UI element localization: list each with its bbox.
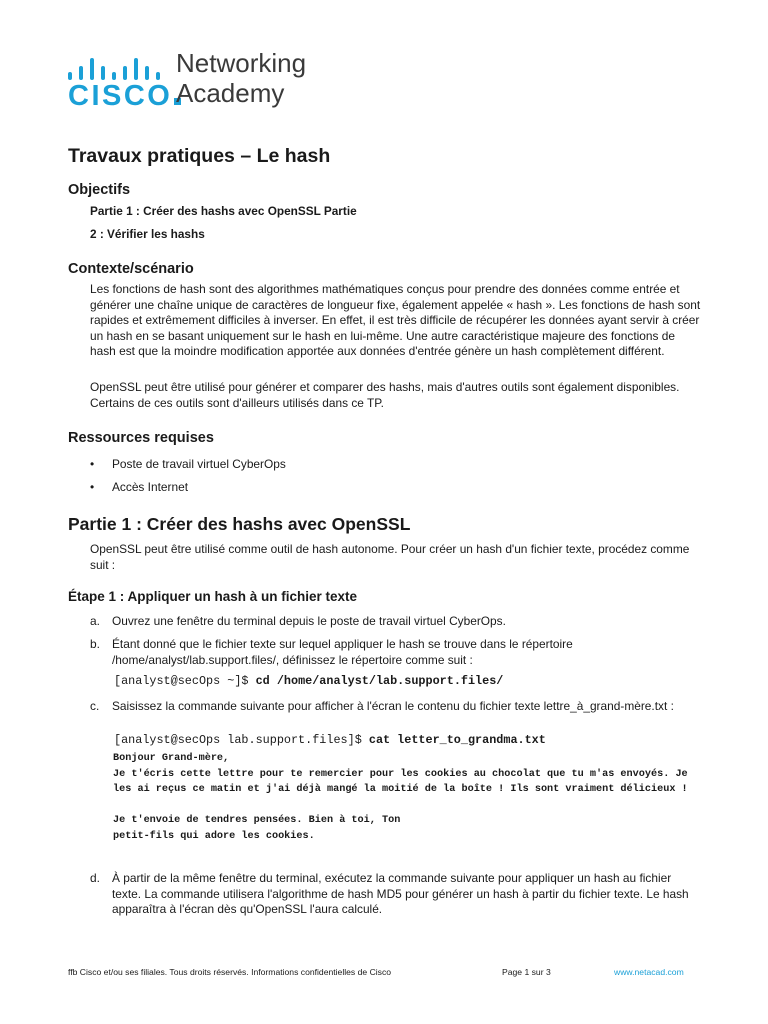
document-title: Travaux pratiques – Le hash [68,145,331,167]
part1-intro: OpenSSL peut être utilisé comme outil de hash autonome. Pour créer un hash d'un fichier texte, procédez comme suit : [90,542,690,572]
objective-line-1: Partie 1 : Créer des hashs avec OpenSSL Partie [90,204,357,218]
command-line-cat: [analyst@secOps lab.support.files]$ cat letter_to_grandma.txt [114,733,546,747]
cisco-networking-academy-logo [68,50,328,112]
context-paragraph-2: OpenSSL peut être utilisé pour générer et comparer des hashs, mais d'autres outils sont également disponibles. Certains de ces outils sont d'ailleurs utilisés dans ce TP. [90,380,680,410]
bullet: • [90,480,95,494]
footer-website-link[interactable]: www.netacad.com [614,967,684,977]
step1-heading: Étape 1 : Appliquer un hash à un fichier texte [68,589,358,604]
logo-line-networking: Networking [176,48,307,78]
bullet: • [90,457,95,471]
command-line-cd: [analyst@secOps ~]$ cd /home/analyst/lab.support.files/ [114,674,504,688]
cisco-bars-icon [68,56,164,80]
terminal-output: Bonjour Grand-mère, Je t'écris cette lettre pour te remercier pour les cookies au chocolat que tu m'as envoyés. Je les ai reçus ce matin et j'ai déjà mangé la moitié de la boîte ! Ils sont vraiment délicieux ! Je t'envoie de tendres pensées. Bien à toi, Ton petit-fils qui adore les cookies. [113,753,688,842]
logo-line-academy: Academy [176,78,285,108]
footer-page-number: Page 1 sur 3 [502,967,551,977]
objectives-heading: Objectifs [68,182,131,198]
document-page: CISCO Networking Academy Travaux pratiques – Le hash Objectifs Partie 1 : Créer des hashs avec OpenSSL Partie 2 : Vérifier les hashs Contexte/scénario Les fonctions de hash sont des algorithmes mathématiques conçus pour prendre des données comme entrée et générer une chaîne unique de caractères de longueur fixe, également appelée « hash ». Les fonctions de hash sont rapides et extrêmement difficiles à inverser. En effet, il est très difficile de récupérer les données ayant servir à créer un hash en se basant uniquement sur le hash en lui-même. Une autre caractéristique majeure des fonctions de hash est que la moindre modification apportée aux données d'entrée génère un hash complètement différent. OpenSSL peut être utilisé pour générer et comparer des hashs, mais d'autres outils sont également disponibles. Certains de ces outils sont d'ailleurs utilisés dans ce TP. Ressources requises • Poste de travail virtuel CyberOps • Accès Internet Partie 1 : Créer des hashs avec OpenSSL OpenSSL peut être utilisé comme outil de hash autonome. Pour créer un hash d'un fichier texte, procédez comme suit : Étape 1 : Appliquer un hash à un fichier texte a. Ouvrez une fenêtre du terminal depuis le poste de travail virtuel CyberOps. b. Étant donné que le fichier texte sur lequel appliquer le hash se trouve dans le répertoire /home/analyst/lab.support.files/, définissez le répertoire comme suit : [analyst@secOps ~]$ cd /home/analyst/lab.support.files/ c. Saisissez la commande suivante pour afficher à l'écran le contenu du fichier texte lettre_à_grand-mère.txt : [analyst@secOps lab.support.files]$ cat letter_to_grandma.txt Bonjour Grand-mère, Je t'écris cette lettre pour te remercier pour les cookies au chocolat que tu m'as envoyés. Je les ai reçus ce matin et j'ai déjà mangé la moitié de la boîte ! Ils sont vraiment délicieux ! Je t'envoie de tendres pensées. Bien à toi, Ton petit-fils qui adore les cookies. d. À partir de la même fenêtre du terminal, exécutez la commande suivante pour appliquer un hash au fichier texte. La commande utilisera l'algorithme de hash MD5 pour générer un hash à partir du fichier texte. Le hash apparaîtra à l'écran dès qu'OpenSSL l'aura calculé. ffb Cisco et/ou ses filiales. Tous droits réservés. Informations confidentielles de Cisco Page 1 sur 3 www.netacad.com [0,0,768,1024]
footer-copyright: ffb Cisco et/ou ses filiales. Tous droits réservés. Informations confidentielles de Cisco [68,967,392,977]
resources-heading: Ressources requises [68,430,214,446]
resource-item: • Accès Internet [90,480,189,494]
networking-academy-wordmark [176,48,306,108]
context-heading: Contexte/scénario [68,261,194,277]
resource-item: • Poste de travail virtuel CyberOps [90,457,286,471]
context-paragraph-1: Les fonctions de hash sont des algorithmes mathématiques conçus pour prendre des données comme entrée et générer une chaîne unique de caractères de longueur fixe, également appelée « hash ». Les fonctions de hash sont rapides et extrêmement difficiles à inverser. En effet, il est très difficile de récupérer les données ayant servir à créer un hash en se basant uniquement sur le hash en lui-même. Une autre caractéristique majeure des fonctions de hash est que la moindre modification apportée aux données d'entrée génère un hash complètement différent. [90,282,701,359]
objective-line-2: 2 : Vérifier les hashs [90,227,205,241]
part1-heading: Partie 1 : Créer des hashs avec OpenSSL [68,514,411,534]
cisco-wordmark: CISCO [68,80,181,112]
